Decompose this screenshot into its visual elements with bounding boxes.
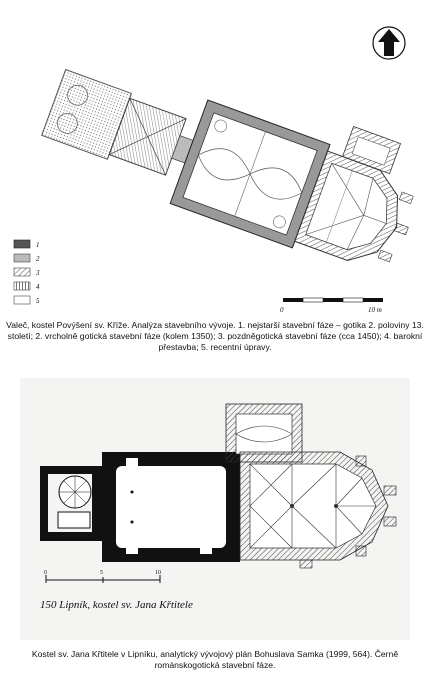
phase-legend bbox=[14, 240, 40, 305]
legend-label-3: 3 bbox=[36, 269, 40, 277]
plan-drawing bbox=[35, 27, 430, 282]
legend-label-1: 1 bbox=[36, 241, 40, 249]
scale-mid-label: 5 bbox=[100, 570, 103, 576]
valec-church-plan bbox=[0, 0, 430, 318]
lipnik-church-plan bbox=[0, 374, 430, 646]
nave bbox=[102, 452, 240, 562]
north-arrow-icon bbox=[373, 27, 405, 59]
legend-label-2: 2 bbox=[36, 255, 40, 263]
scale-start-label: 0 bbox=[44, 570, 47, 576]
west-tower bbox=[40, 466, 102, 541]
scale-end-label: 10 bbox=[155, 570, 161, 576]
scale-start-label: 0 bbox=[280, 306, 284, 314]
figure2-title: 150 Lipník, kostel sv. Jana Křtitele bbox=[40, 599, 193, 611]
scale-end-label: 10 m bbox=[368, 306, 382, 314]
legend-label-5: 5 bbox=[36, 297, 40, 305]
figure2-caption: Kostel sv. Jana Křtitele v Lipníku, analytický vývojový plán Bohuslava Samka (1999, 564). Černě románskogotická stavební fáze. bbox=[31, 649, 399, 670]
legend-label-4: 4 bbox=[36, 283, 40, 291]
scale-bar bbox=[280, 298, 383, 314]
figure1-caption: Valeč, kostel Povýšení sv. Kříže. Analýza stavebního vývoje. 1. nejstarší stavební fáze – gotika 2. poloviny 13. století; 2. vrcholně gotická stavební fáze (kolem 1350); 3. pozdněgotická stavební fáze (cca 1450); 4. barokní přestavba; 5. recentní úpravy. bbox=[6, 320, 424, 352]
